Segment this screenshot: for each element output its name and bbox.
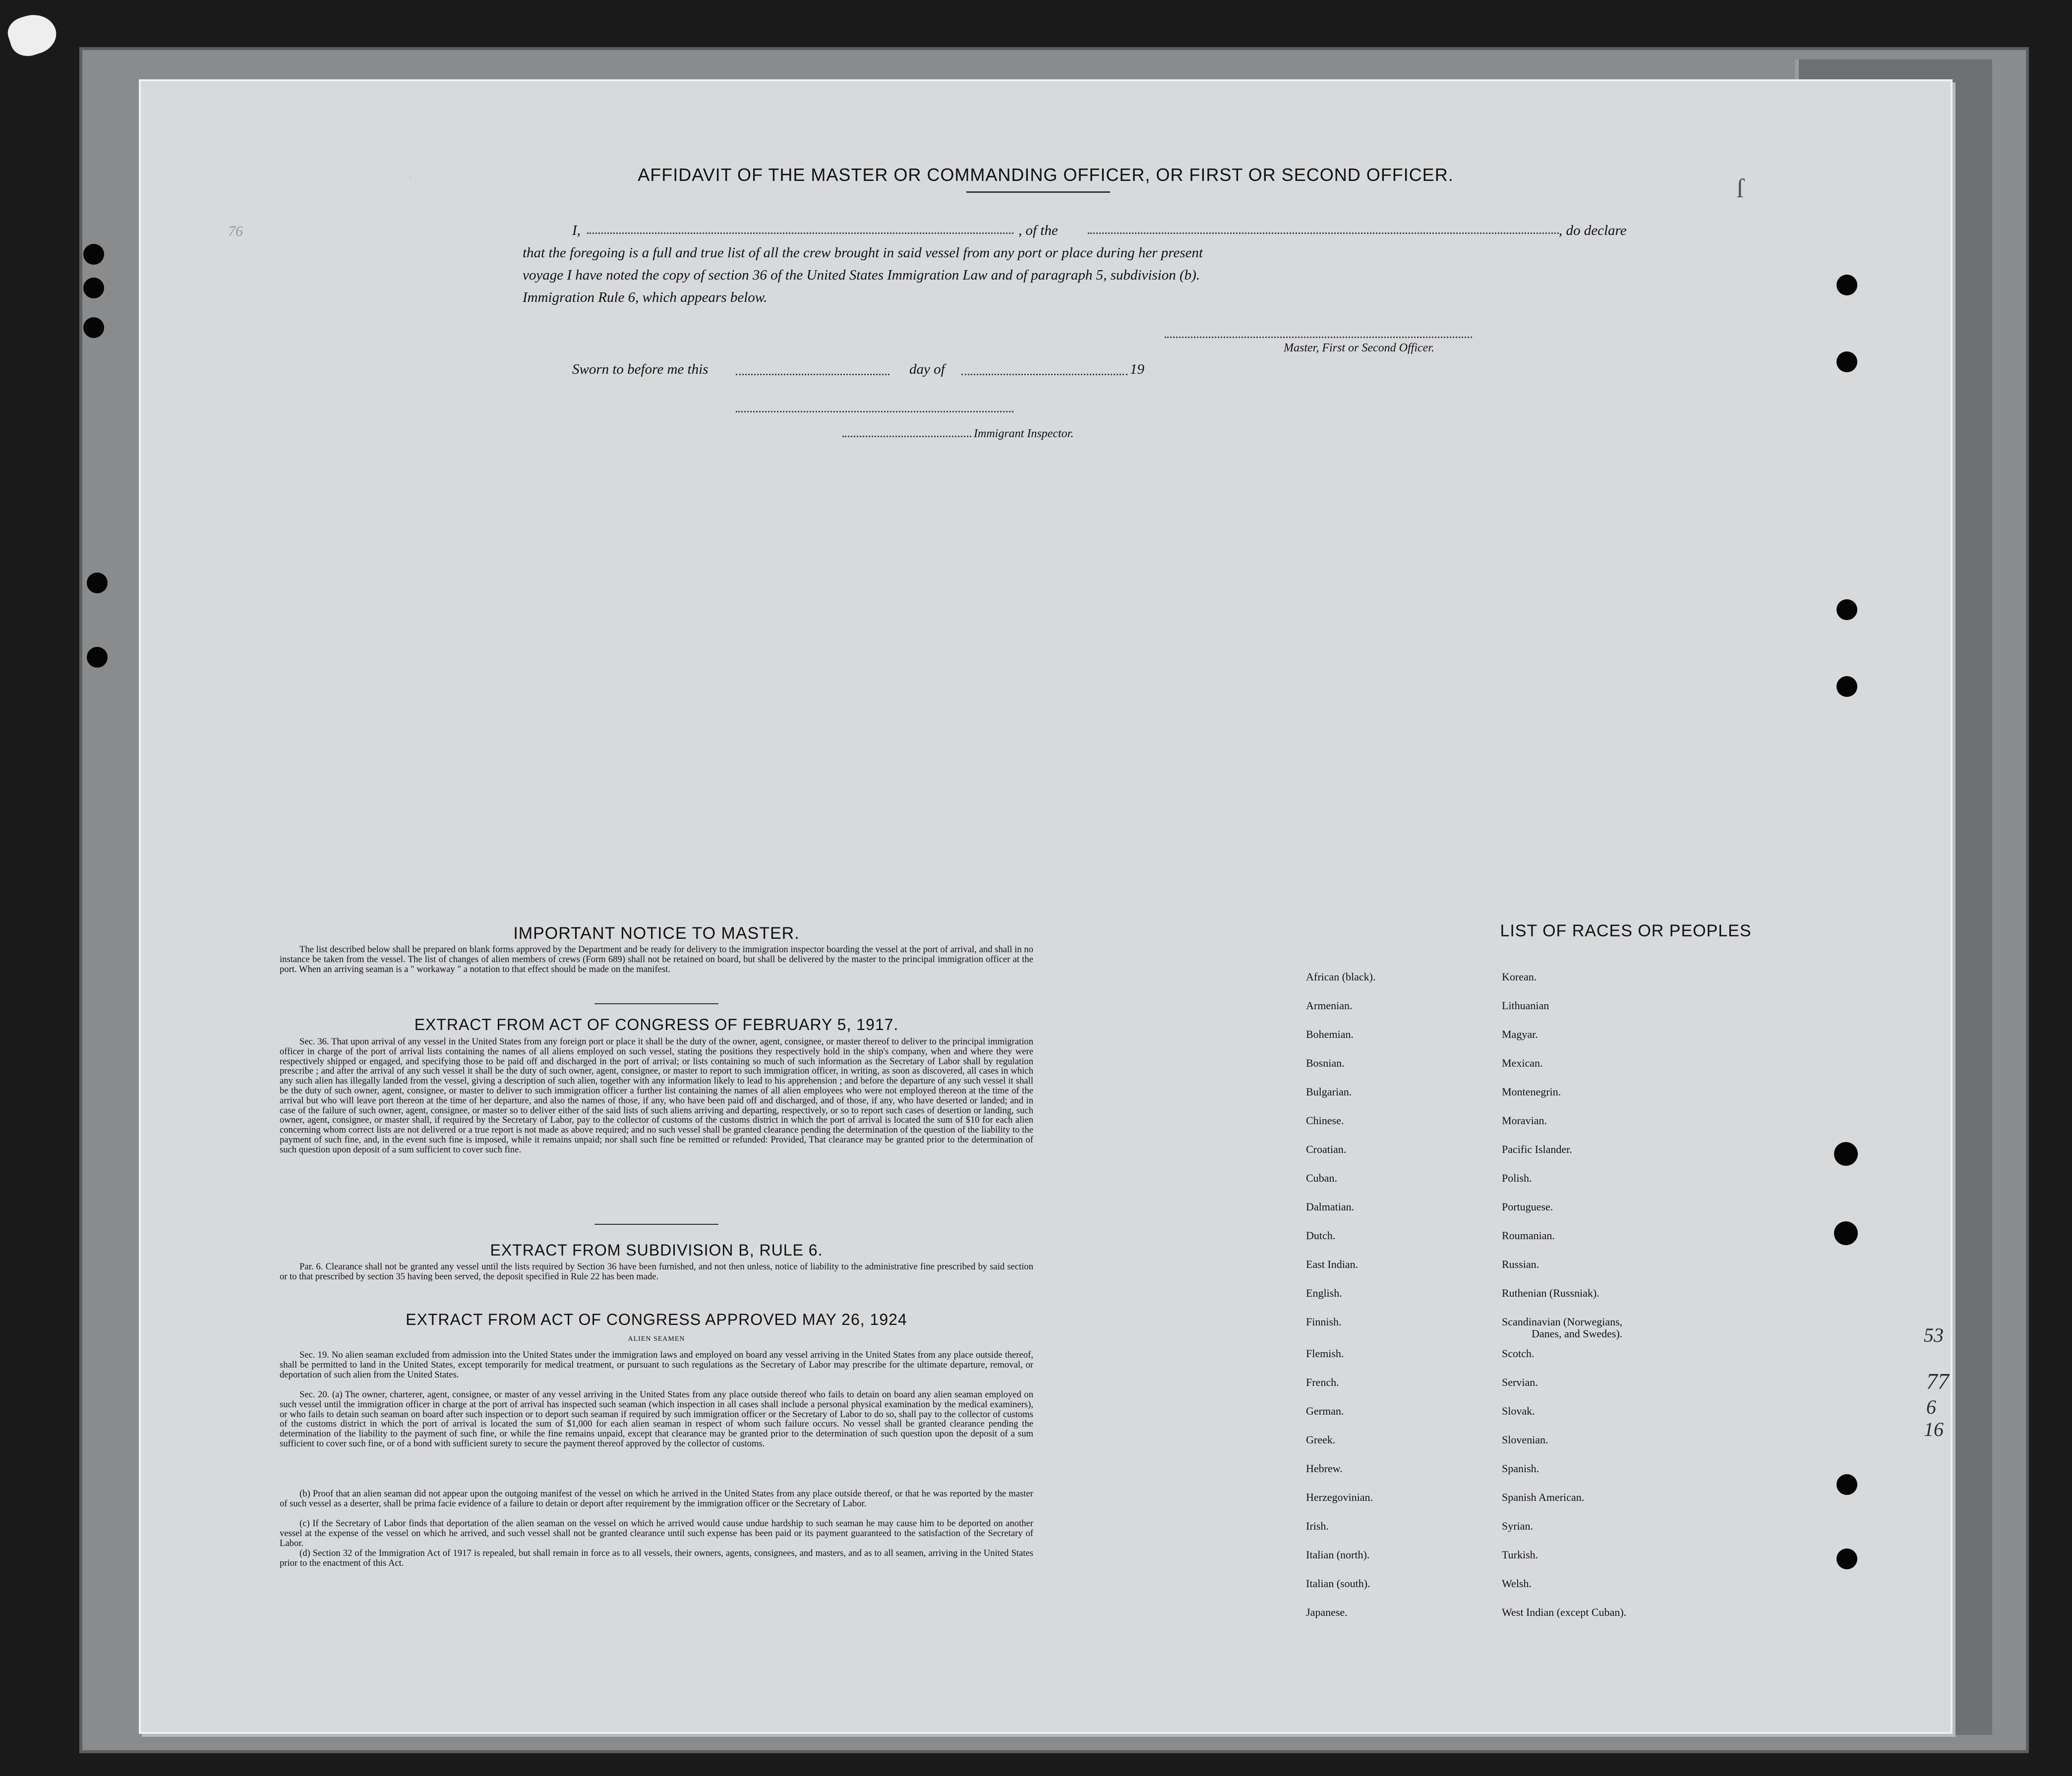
race-item: Moravian. [1502,1114,1547,1127]
race-scandinavian-line1: Scandinavian (Norwegians, [1502,1316,1623,1328]
month-blank [961,374,1127,375]
race-item: Italian (north). [1306,1548,1370,1561]
race-item: Mexican. [1502,1057,1543,1069]
race-item: Croatian. [1306,1143,1347,1155]
race-item: Finnish. [1306,1316,1342,1328]
race-item: English. [1306,1287,1342,1299]
punch-hole [1834,1221,1858,1245]
race-item: Scotch. [1502,1347,1535,1360]
race-item: Slovenian. [1502,1433,1548,1446]
inspector-label: Immigrant Inspector. [974,427,1074,440]
inspector-sign-blank [736,411,1013,412]
sec20c-text: (c) If the Secretary of Labor finds that deportation of the alien seaman on the vessel on which he arrived would cause undue hardship to such seaman he may cause him to be deported on another vessel at the expense of the vessel on which he arrived, and such vessel shall not be granted clearance until such expense has been paid or its payment guaranteed to the satisfaction of the Secretary of Labor. [280,1518,1033,1548]
paper-scrap [4,8,61,60]
day-blank [736,374,889,375]
section-rule [594,1003,718,1004]
sworn-text: Sworn to before me this [572,361,709,377]
affidavit-line4: Immigration Rule 6, which appears below. [523,289,768,305]
races-title: LIST OF RACES OR PEOPLES [1500,921,1752,940]
race-item: Hebrew. [1306,1462,1343,1475]
inspector-blank [842,436,971,437]
race-item: Polish. [1502,1172,1532,1184]
signature-blank [1165,337,1472,338]
punch-hole [1836,275,1857,295]
race-item: Dutch. [1306,1229,1336,1242]
margin-number: 53 [1924,1324,1944,1346]
race-item: West Indian (except Cuban). [1502,1606,1627,1618]
race-item: Bulgarian. [1306,1086,1352,1098]
race-item: French. [1306,1376,1339,1388]
race-item: Bohemian. [1306,1028,1354,1040]
race-item: Greek. [1306,1433,1336,1446]
punch-hole [87,647,108,668]
race-item: Irish. [1306,1520,1329,1532]
race-item: Lithuanian [1502,999,1549,1012]
vessel-blank [1088,232,1559,234]
name-blank [587,232,1013,234]
punch-hole [87,573,108,593]
affidavit-title: AFFIDAVIT OF THE MASTER OR COMMANDING OFFICER, OR FIRST OR SECOND OFFICER. [638,165,1454,185]
race-item: Servian. [1502,1376,1538,1388]
year-prefix: 19 [1130,361,1144,377]
extract-1917-text: Sec. 36. That upon arrival of any vessel in the United States from any foreign port or place it shall be the duty of the owner, agent, consignee, or master thereof to deliver to the principal immigration officer in charge of the port of arrival lists containing the names of all aliens employed on such vessel, stating the positions they respectively hold in the ship's company, when and where they were respectively shipped or engaged, and specifying those to be paid off and discharged in the port of arrival; or lists containing so much of such information as the Secretary of Labor shall by regulation prescribe ; and after the arrival of any such vessel it shall be the duty of such owner, agent, consignee, or master to report to such immigration officer, in writing, as soon as discovered, all cases in which any such alien has illegally landed from the vessel, giving a description of such alien, together with any information likely to lead to his apprehension ; and before the departure of any such vessel it shall be the duty of such owner, agent, consignee, or master to deliver to such immigration officer a further list containing the names of all alien employees who were not employed thereon at the time of the arrival but who will leave port thereon at the time of her departure, and also the names of those, if any, who have been paid off and discharged, and of those, if any, who have deserted or landed; and in case of the failure of such owner, agent, consignee, or master so to deliver either of the said lists of such aliens arriving and departing, respectively, or so to report such cases of desertion or landing, such owner, agent, consignee, or master shall, if required by the Secretary of Labor, pay to the collector of customs of the customs district in which the port of arrival is located the sum of $10 for each alien concerning whom correct lists are not delivered or a true report is not made as above required; and no such vessel shall be granted clearance pending the determination of the question of the liability to the payment of such fine, and, in the event such fine is imposed, while it remains unpaid; nor shall such fine be remitted or refunded: Provided, That clearance may be granted prior to the determination of such question upon deposit of a sum sufficient to cover such fine. [280,1036,1033,1155]
race-item: Montenegrin. [1502,1086,1561,1098]
rule6-title: EXTRACT FROM SUBDIVISION B, RULE 6. [490,1241,823,1259]
race-item: Russian. [1502,1258,1539,1270]
ink-mark: ſ [1736,173,1744,203]
extract-1924-title: EXTRACT FROM ACT OF CONGRESS APPROVED MAY 26, 1924 [406,1311,907,1328]
punch-hole [83,278,104,298]
notice-text: The list described below shall be prepared on blank forms approved by the Department and be ready for delivery to the immigration inspector boarding the vessel at the port of arrival, and shall in no instance be taken from the vessel. The list of changes of alien members of crews (Form 689) shall not be retained on board, but shall be delivered by the master to the principal immigration officer at the port. When an arriving seaman is a " workaway " a notation to that effect should be made on the manifest. [280,944,1033,974]
margin-number: 77 [1926,1369,1949,1394]
races-list [1306,971,1752,1635]
race-item: Herzegovinian. [1306,1491,1373,1503]
master-label: Master, First or Second Officer. [1284,342,1434,354]
race-item: Turkish. [1502,1548,1539,1561]
extract-1917-title: EXTRACT FROM ACT OF CONGRESS OF FEBRUARY 5, 1917. [414,1016,899,1033]
race-item: Pacific Islander. [1502,1143,1572,1155]
punch-hole [83,317,104,338]
race-item: Italian (south). [1306,1577,1370,1590]
margin-number: 16 [1924,1418,1944,1440]
race-item: Welsh. [1502,1577,1532,1590]
affidavit-i: I, [572,223,581,238]
race-item: Korean. [1502,971,1537,983]
race-item: Bosnian. [1306,1057,1345,1069]
race-item: Ruthenian (Russniak). [1502,1287,1599,1299]
race-item: Japanese. [1306,1606,1348,1618]
alien-seamen-subtitle: ALIEN SEAMEN [628,1335,685,1343]
punch-hole [1836,676,1857,697]
margin-number-left: 76 [228,223,243,239]
punch-hole [1834,1142,1858,1166]
race-item: African (black). [1306,971,1376,983]
race-item: East Indian. [1306,1258,1359,1270]
race-item: German. [1306,1405,1344,1417]
race-item: Flemish. [1306,1347,1344,1360]
race-item: Chinese. [1306,1114,1344,1127]
sec20d-text: (d) Section 32 of the Immigration Act of 1917 is repealed, but shall remain in force as to all vessels, their owners, agents, consignees, and masters, and as to all seamen, arriving in the United States prior to the enactment of this Act. [280,1548,1033,1568]
race-item: Slovak. [1502,1405,1535,1417]
margin-number: 6 [1926,1396,1936,1418]
document-page [139,79,1953,1734]
race-scandinavian-line2: Danes, and Swedes). [1532,1327,1623,1340]
notice-title: IMPORTANT NOTICE TO MASTER. [513,924,800,943]
punch-hole [1836,599,1857,620]
punch-hole [83,244,104,265]
affidavit-line2: that the foregoing is a full and true list of all the crew brought in said vessel from any port or place during her present [523,245,1203,261]
race-item: Syrian. [1502,1520,1533,1532]
day-of-text: day of [909,361,945,377]
rule6-text: Par. 6. Clearance shall not be granted any vessel until the lists required by Section 36 have been furnished, and not then unless, notice of liability to the administrative fine prescribed by said section or to that prescribed by section 35 having been served, the deposit specified in Rule 22 has been made. [280,1261,1033,1282]
race-item: Dalmatian. [1306,1201,1355,1213]
race-item: Spanish American. [1502,1491,1585,1503]
sec19-text: Sec. 19. No alien seaman excluded from admission into the United States under the immigration laws and employed on board any vessel arriving in the United States from any place outside thereof, shall be permitted to land in the United States, except temporarily for medical treatment, or pursuant to such regulations as the Secretary of Labor may prescribe for the ultimate departure, removal, or deportation of such alien from the United States. [280,1350,1033,1380]
race-item: Spanish. [1502,1462,1539,1475]
affidavit-declare: , do declare [1559,223,1627,238]
race-item: Armenian. [1306,999,1353,1012]
race-item-scandinavian [1502,1316,1752,1348]
race-item: Magyar. [1502,1028,1538,1040]
section-rule [594,1224,718,1225]
race-item: Roumanian. [1502,1229,1555,1242]
affidavit-line3: voyage I have noted the copy of section 36 of the United States Immigration Law and of paragraph 5, subdivision (b). [523,267,1200,283]
bleed-through: · [409,171,414,184]
affidavit-of-the: , of the [1018,223,1058,238]
sec20a-text: Sec. 20. (a) The owner, charterer, agent, consignee, or master of any vessel arriving in the United States from any place outside thereof who fails to detain on board any alien seaman employed on such vessel until the immigration officer in charge at the port of arrival has inspected such seaman (which inspection in all cases shall include a personal physical examination by the medical examiners), or who fails to detain such seaman on board after such inspection or to deport such seaman if required by such immigration officer or the Secretary of Labor to do so, shall pay to the collector of customs of the customs district in which the port of arrival is located the sum of $1,000 for each alien seaman in respect of whom such failure occurs. No vessel shall be granted clearance pending the determination of the liability to the payment of such fine, or while the fine remains unpaid, except that clearance may be granted prior to the determination of such question upon the deposit of a sum sufficient to cover such fine, or of a bond with sufficient surety to secure the payment thereof approved by the collector of customs. [280,1389,1033,1449]
title-rule [966,191,1110,193]
race-item: Portuguese. [1502,1201,1553,1213]
race-item: Cuban. [1306,1172,1337,1184]
punch-hole [1836,1548,1857,1569]
sec20b-text: (b) Proof that an alien seaman did not appear upon the outgoing manifest of the vessel on which he arrived in the United States from any place outside thereof, or that he was reported by the master of such vessel as a deserter, shall be prima facie evidence of a failure to detain or deport after requirement by the immigration officer or the Secretary of Labor. [280,1489,1033,1509]
punch-hole [1836,351,1857,372]
punch-hole [1836,1474,1857,1495]
